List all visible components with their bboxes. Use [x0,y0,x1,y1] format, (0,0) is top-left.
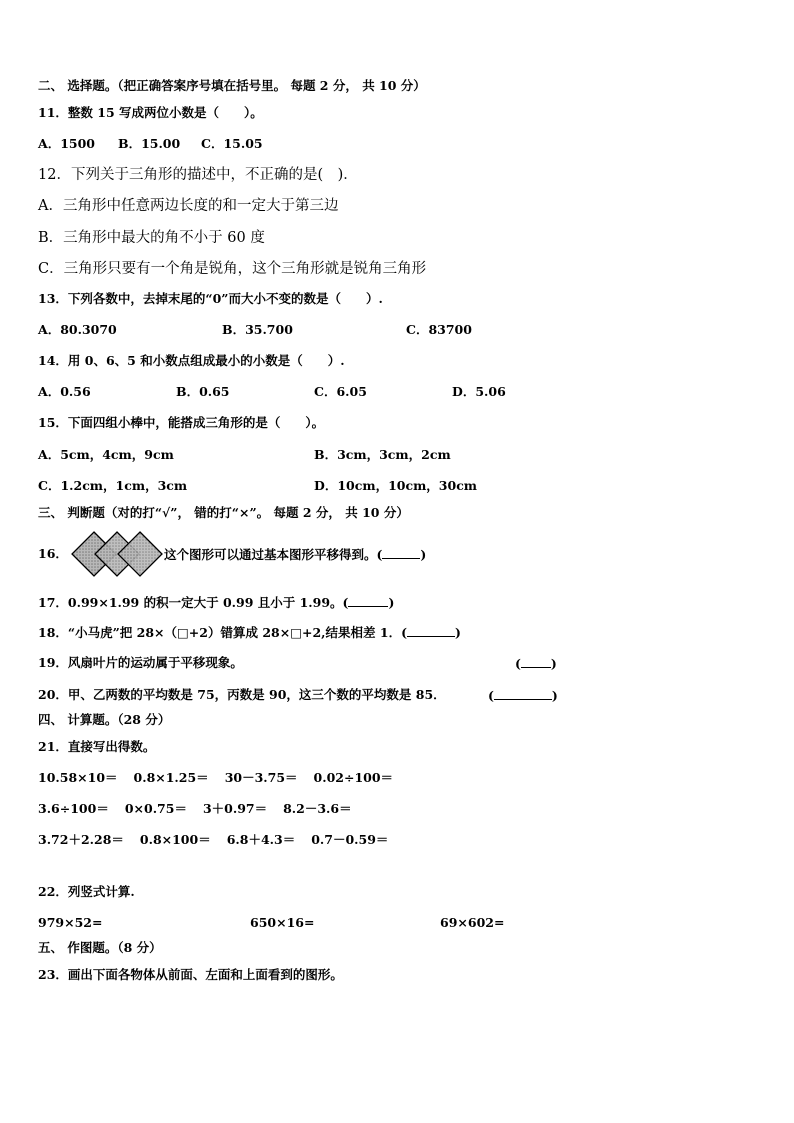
q14-option-c: C．6.05 [314,384,367,399]
q20-answer: ( ) [488,688,558,703]
q22-item-2: 650×16= [250,915,315,930]
q16-number: 16． [38,546,68,561]
q14-option-a: A．0.56 [38,384,91,399]
q18-text: 18．“小马虎”把 28×（□+2）错算成 28×□+2,结果相差 1．( ) [38,625,461,640]
q11-stem: 11．整数 15 写成两位小数是（ ）。 [38,105,263,120]
q17-answer-blank[interactable] [348,594,388,607]
section-5-heading: 五、 作图题。（8 分） [38,940,162,955]
q21-expression: 3＋0.97＝ [202,801,268,816]
q12-option-b: B．三角形中最大的角不小于 60 度 [38,230,265,246]
q21-expression: 3.72＋2.28＝ [38,832,124,847]
q21-stem: 21．直接写出得数。 [38,739,156,754]
q15-option-c: C．1.2cm，1cm，3cm [38,478,188,493]
section-3-heading: 三、 判断题（对的打“√”， 错的打“×”。 每题 2 分， 共 10 分） [38,505,409,520]
q13-option-a: A．80.3070 [38,322,117,337]
q21-expression: 3.6÷100＝ [38,801,109,816]
q21-expression: 0.7－0.59＝ [311,832,389,847]
q22-item-1: 979×52= [38,915,103,930]
q21-row-3 [38,832,388,848]
q11-option-c: C．15.05 [201,136,263,151]
q23-stem: 23．画出下面各物体从前面、左面和上面看到的图形。 [38,967,343,982]
q21-expression: 8.2－3.6＝ [283,801,352,816]
q16-text: 这个图形可以通过基本图形平移得到。( ) [164,547,427,562]
q21-row-2 [38,801,352,817]
q13-stem: 13．下列各数中，去掉末尾的“0”而大小不变的数是（ ）. [38,291,383,306]
q12-option-a: A．三角形中任意两边长度的和一定大于第三边 [38,198,339,214]
q11-option-b: B．15.00 [118,136,181,151]
q15-option-b: B．3cm，3cm，2cm [314,447,451,462]
q20-answer-blank[interactable] [494,687,552,700]
q11-option-a: A．1500 [38,136,95,151]
q12-stem: 12．下列关于三角形的描述中，不正确的是( )． [38,167,358,183]
q15-option-a: A．5cm，4cm，9cm [38,447,174,462]
q13-option-b: B．35.700 [222,322,293,337]
q21-expression: 0.8×1.25＝ [133,770,209,785]
q15-option-d: D．10cm，10cm，30cm [314,478,478,493]
section-2-heading: 二、 选择题。（把正确答案序号填在括号里。 每题 2 分， 共 10 分） [38,78,426,93]
q18-answer-blank[interactable] [407,624,455,637]
q13-option-c: C．83700 [406,322,472,337]
q19-text: 19．风扇叶片的运动属于平移现象。 [38,655,243,670]
section-4-heading: 四、 计算题。（28 分） [38,712,171,727]
q14-option-b: B．0.65 [176,384,230,399]
q21-expression: 30－3.75＝ [224,770,298,785]
q20-text: 20．甲、乙两数的平均数是 75，丙数是 90，这三个数的平均数是 85． [38,687,446,702]
q19-answer-blank[interactable] [521,655,551,668]
q22-item-3: 69×602= [440,915,505,930]
q14-option-d: D．5.06 [452,384,506,399]
q21-expression: 0×0.75＝ [124,801,187,816]
q19-answer: ( ) [515,656,557,671]
q14-stem: 14．用 0、6、5 和小数点组成最小的小数是（ ）. [38,353,345,368]
q16-answer-blank[interactable] [382,546,420,559]
q12-option-c: C．三角形只要有一个角是锐角，这个三角形就是锐角三角形 [38,261,427,277]
q21-expression: 0.8×100＝ [139,832,211,847]
q17-text: 17．0.99×1.99 的积一定大于 0.99 且小于 1.99。( ) [38,595,395,610]
q21-row-1 [38,770,393,786]
q21-expression: 10.58×10＝ [38,770,118,785]
q16-diamond-figure [70,530,164,578]
q21-expression: 6.8＋4.3＝ [226,832,296,847]
q22-stem: 22．列竖式计算. [38,884,135,899]
q15-stem: 15．下面四组小棒中，能搭成三角形的是（ ）。 [38,415,325,430]
q21-expression: 0.02÷100＝ [313,770,394,785]
